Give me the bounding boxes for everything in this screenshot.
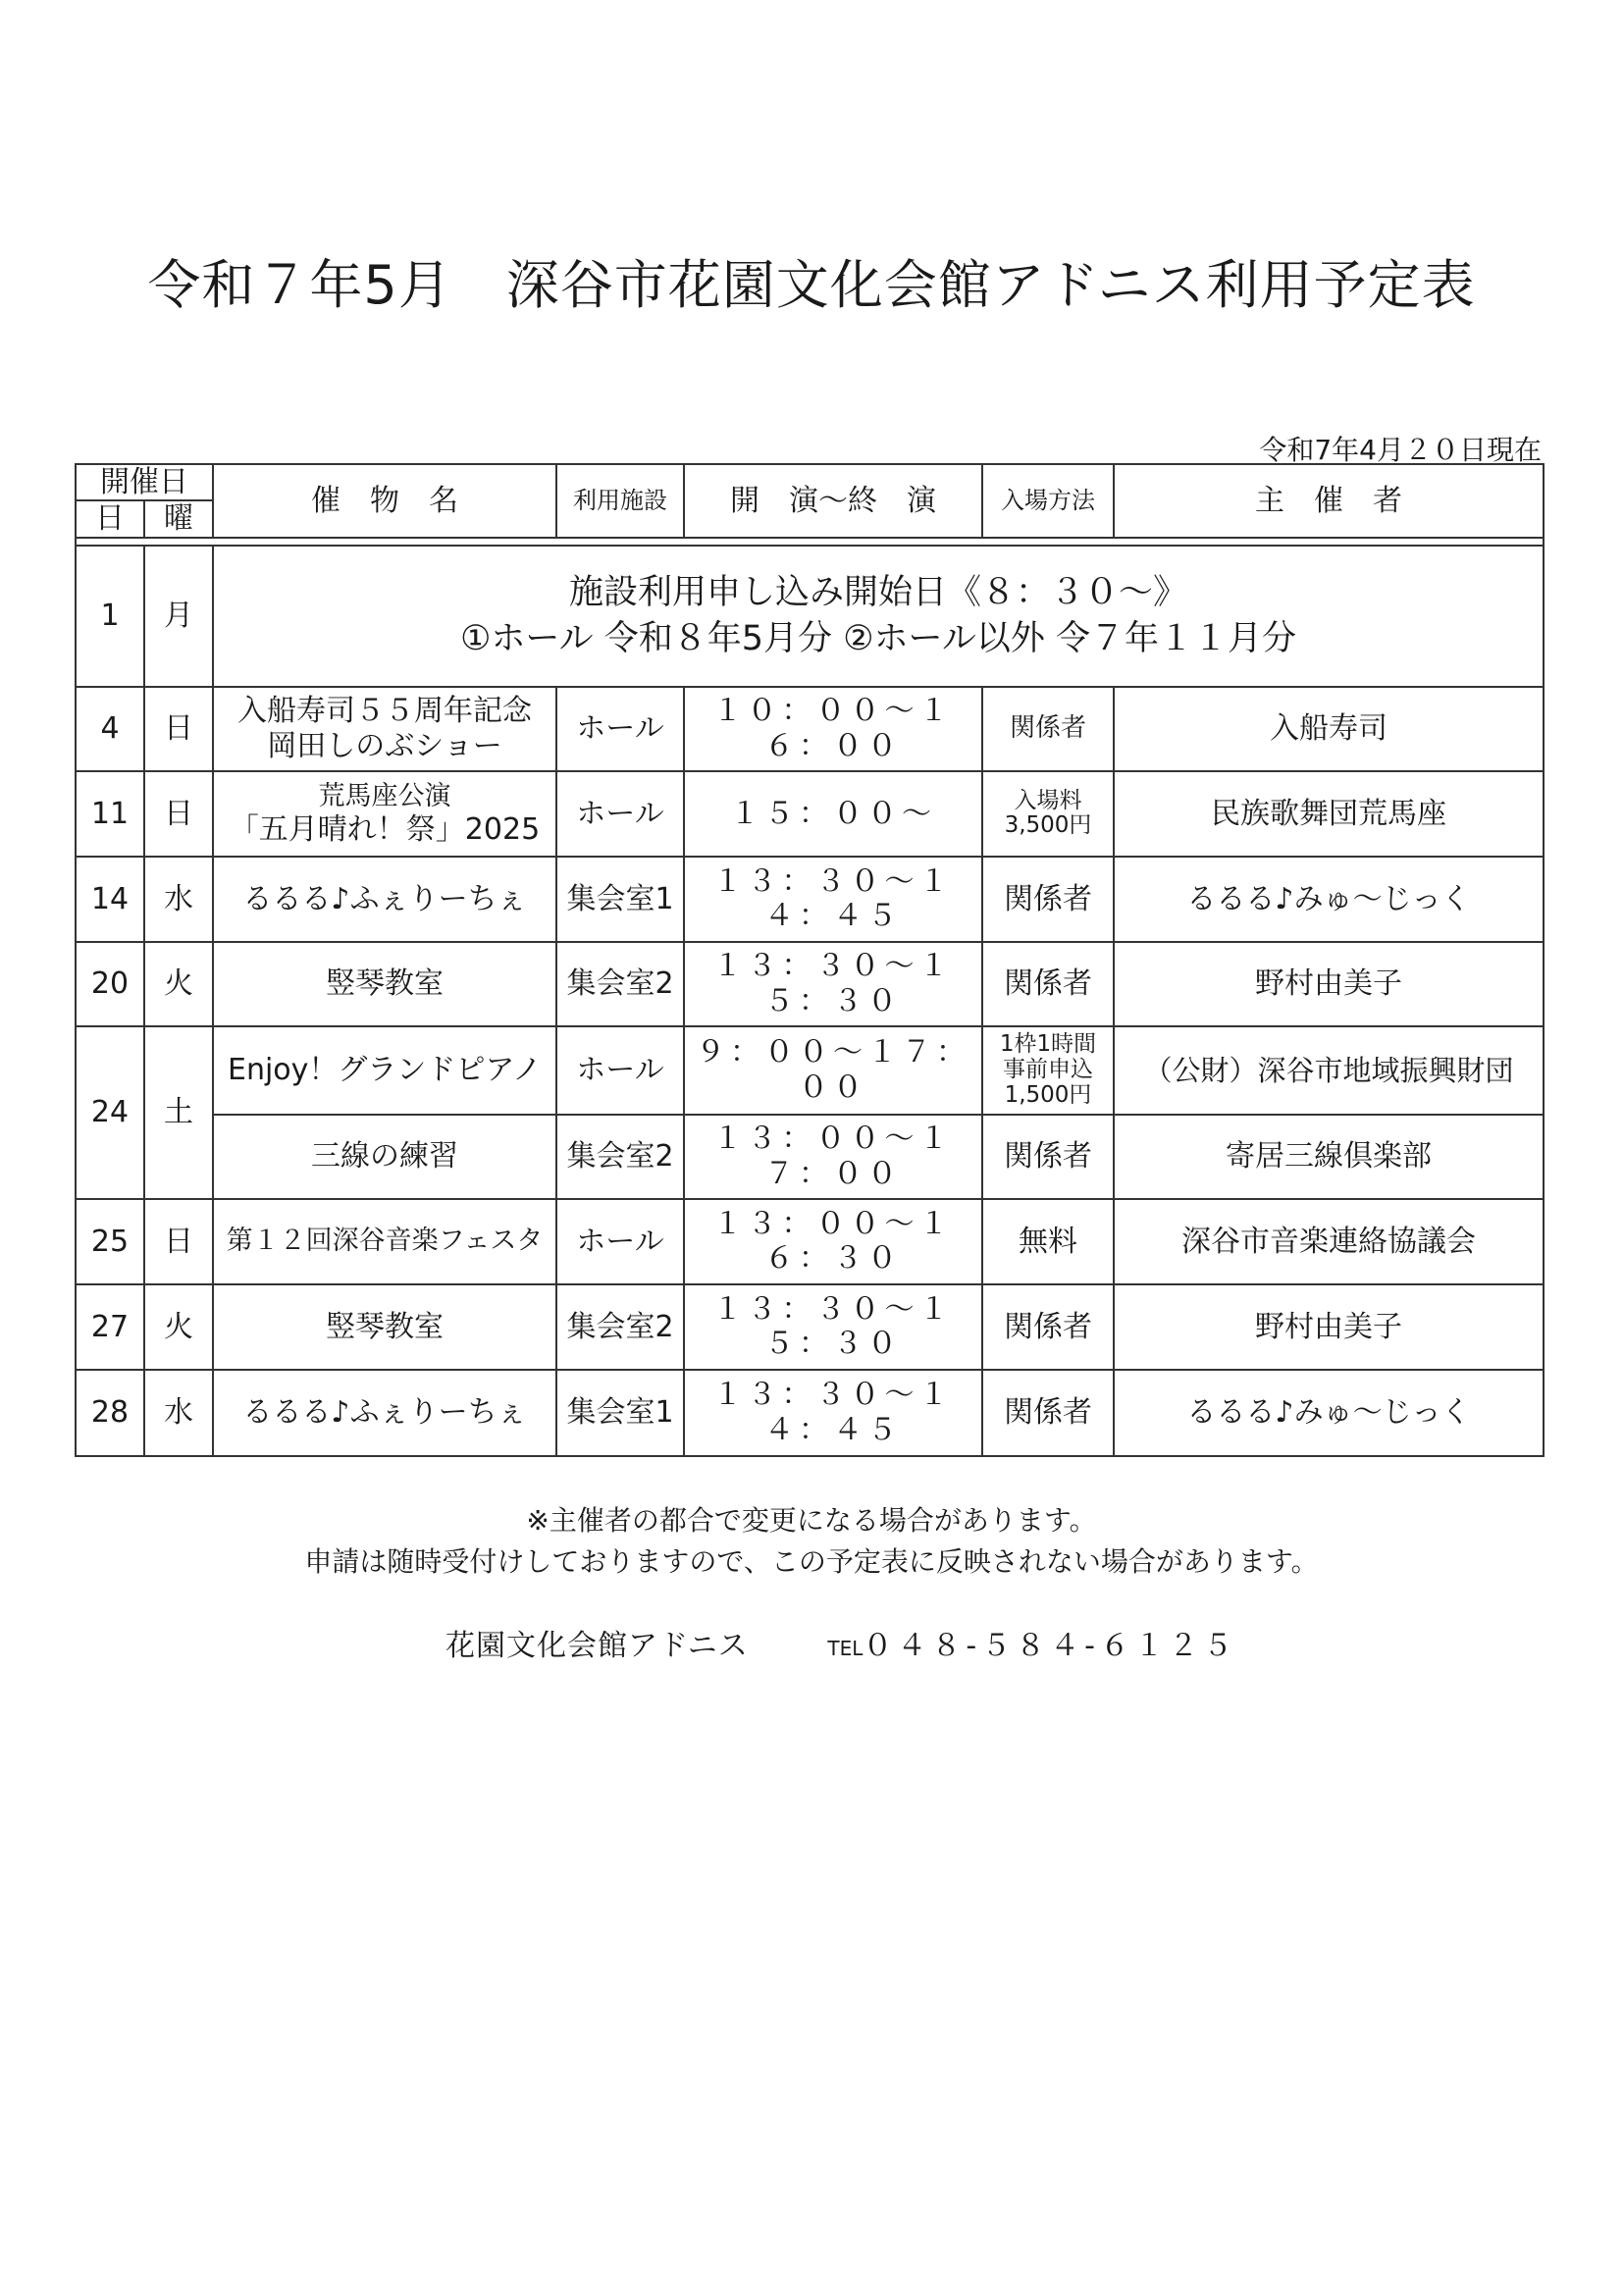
header-day: 日 xyxy=(76,500,144,537)
event-cell: 第１２回深谷音楽フェスタ xyxy=(213,1199,556,1284)
contact-info xyxy=(445,1621,1237,1664)
weekday-cell: 日 xyxy=(144,1199,213,1284)
weekday-cell: 水 xyxy=(144,857,213,942)
header-admission: 入場方法 xyxy=(982,464,1114,538)
admission-cell xyxy=(982,1026,1114,1115)
organizer-cell: るるる♪みゅ～じっく xyxy=(1114,1370,1544,1456)
time-cell: ９：００～１７：００ xyxy=(684,1026,982,1115)
admission-cell: 関係者 xyxy=(982,1284,1114,1370)
day-cell: 20 xyxy=(76,942,144,1026)
header-date-group: 開催日 xyxy=(76,464,213,500)
event-cell: 三線の練習 xyxy=(213,1115,556,1199)
event-cell xyxy=(213,771,556,857)
time-cell: １３：３０～１４：４５ xyxy=(684,857,982,942)
event-cell: るるる♪ふぇりーちぇ xyxy=(213,1370,556,1456)
event-cell: Enjoy！グランドピアノ xyxy=(213,1026,556,1115)
facility-cell: 集会室2 xyxy=(556,1284,684,1370)
header-organizer: 主 催 者 xyxy=(1114,464,1544,538)
header-facility: 利用施設 xyxy=(556,464,684,538)
day-cell: 27 xyxy=(76,1284,144,1370)
weekday-cell: 水 xyxy=(144,1370,213,1456)
time-cell: １３：３０～１５：３０ xyxy=(684,1284,982,1370)
table-row xyxy=(76,1026,1544,1115)
day-cell: 4 xyxy=(76,687,144,771)
admission-line: 入場料 xyxy=(1014,787,1082,813)
organizer-cell: 野村由美子 xyxy=(1114,1284,1544,1370)
as-of-date: 令和7年4月２０日現在 xyxy=(1259,434,1542,466)
weekday-cell: 土 xyxy=(144,1026,213,1199)
day-cell: 14 xyxy=(76,857,144,942)
organizer-cell: るるる♪みゅ～じっく xyxy=(1114,857,1544,942)
facility-cell: 集会室2 xyxy=(556,942,684,1026)
admission-line: 3,500円 xyxy=(1004,812,1092,839)
event-line: 入船寿司５５周年記念 xyxy=(237,694,532,729)
day-cell: 28 xyxy=(76,1370,144,1456)
venue-name: 花園文化会館アドニス xyxy=(445,1629,749,1663)
facility-cell: 集会室1 xyxy=(556,1370,684,1456)
time-cell: １３：３０～１４：４５ xyxy=(684,1370,982,1456)
day-cell: 25 xyxy=(76,1199,144,1284)
page-title: 令和７年5月 深谷市花園文化会館アドニス利用予定表 xyxy=(147,254,1476,316)
admission-cell: 関係者 xyxy=(982,687,1114,771)
facility-cell: ホール xyxy=(556,771,684,857)
admission-cell: 関係者 xyxy=(982,857,1114,942)
day-cell: 24 xyxy=(76,1026,144,1199)
weekday-cell: 月 xyxy=(144,546,213,687)
organizer-cell: 野村由美子 xyxy=(1114,942,1544,1026)
weekday-cell: 火 xyxy=(144,942,213,1026)
organizer-cell: 深谷市音楽連絡協議会 xyxy=(1114,1199,1544,1284)
event-cell: 竪琴教室 xyxy=(213,942,556,1026)
notice-line1: 施設利用申し込み開始日《８：３０～》 xyxy=(568,572,1187,612)
event-line: 岡田しのぶショー xyxy=(267,728,502,763)
header-time: 開 演～終 演 xyxy=(684,464,982,538)
time-cell: １３：３０～１５：３０ xyxy=(684,942,982,1026)
organizer-cell: 民族歌舞団荒馬座 xyxy=(1114,771,1544,857)
facility-cell: 集会室1 xyxy=(556,857,684,942)
schedule-table xyxy=(75,463,1544,1457)
notice-line2: ①ホール 令和８年5月分 ②ホール以外 令７年１１月分 xyxy=(459,618,1296,658)
event-line: 荒馬座公演 xyxy=(318,780,451,811)
admission-cell: 無料 xyxy=(982,1199,1114,1284)
table-row xyxy=(76,771,1544,857)
table-row xyxy=(76,1284,1544,1370)
admission-line: 1,500円 xyxy=(1004,1081,1092,1108)
event-cell xyxy=(213,687,556,771)
day-cell: 1 xyxy=(76,546,144,687)
note-line1: ※主催者の都合で変更になる場合があります。 xyxy=(526,1504,1097,1537)
facility-cell: ホール xyxy=(556,687,684,771)
notice-row xyxy=(76,546,1544,687)
admission-cell: 関係者 xyxy=(982,1370,1114,1456)
header-event: 催 物 名 xyxy=(213,464,556,538)
time-cell: １５：００～ xyxy=(684,771,982,857)
time-cell: １３：００～１７：００ xyxy=(684,1115,982,1199)
event-cell: るるる♪ふぇりーちぇ xyxy=(213,857,556,942)
tel-digits: ０４８-５８４-６１２５ xyxy=(863,1629,1238,1663)
weekday-cell: 火 xyxy=(144,1284,213,1370)
facility-cell: 集会室2 xyxy=(556,1115,684,1199)
table-row xyxy=(76,1370,1544,1456)
table-row xyxy=(76,1199,1544,1284)
header-row xyxy=(76,464,1544,500)
admission-cell xyxy=(982,771,1114,857)
table-row xyxy=(76,1115,1544,1199)
organizer-cell: （公財）深谷市地域振興財団 xyxy=(1114,1026,1544,1115)
time-cell: １０：００～１６：００ xyxy=(684,687,982,771)
admission-line: 1枠1時間 xyxy=(999,1031,1097,1058)
time-cell: １３：００～１６：３０ xyxy=(684,1199,982,1284)
header-weekday: 曜 xyxy=(144,500,213,537)
event-cell: 竪琴教室 xyxy=(213,1284,556,1370)
weekday-cell: 日 xyxy=(144,771,213,857)
weekday-cell: 日 xyxy=(144,687,213,771)
tel-prefix: TEL xyxy=(827,1637,864,1660)
facility-cell: ホール xyxy=(556,1199,684,1284)
note-line2: 申請は随時受付けしておりますので、この予定表に反映されない場合があります。 xyxy=(304,1545,1319,1578)
table-row xyxy=(76,942,1544,1026)
facility-cell: ホール xyxy=(556,1026,684,1115)
table-row xyxy=(76,857,1544,942)
organizer-cell: 寄居三線倶楽部 xyxy=(1114,1115,1544,1199)
phone-number xyxy=(827,1629,1237,1663)
organizer-cell: 入船寿司 xyxy=(1114,687,1544,771)
admission-cell: 関係者 xyxy=(982,1115,1114,1199)
table-row xyxy=(76,687,1544,771)
notice-cell xyxy=(213,546,1544,687)
admission-cell: 関係者 xyxy=(982,942,1114,1026)
event-line: 「五月晴れ！祭」2025 xyxy=(229,811,541,847)
admission-line: 事前申込 xyxy=(1003,1056,1093,1082)
day-cell: 11 xyxy=(76,771,144,857)
